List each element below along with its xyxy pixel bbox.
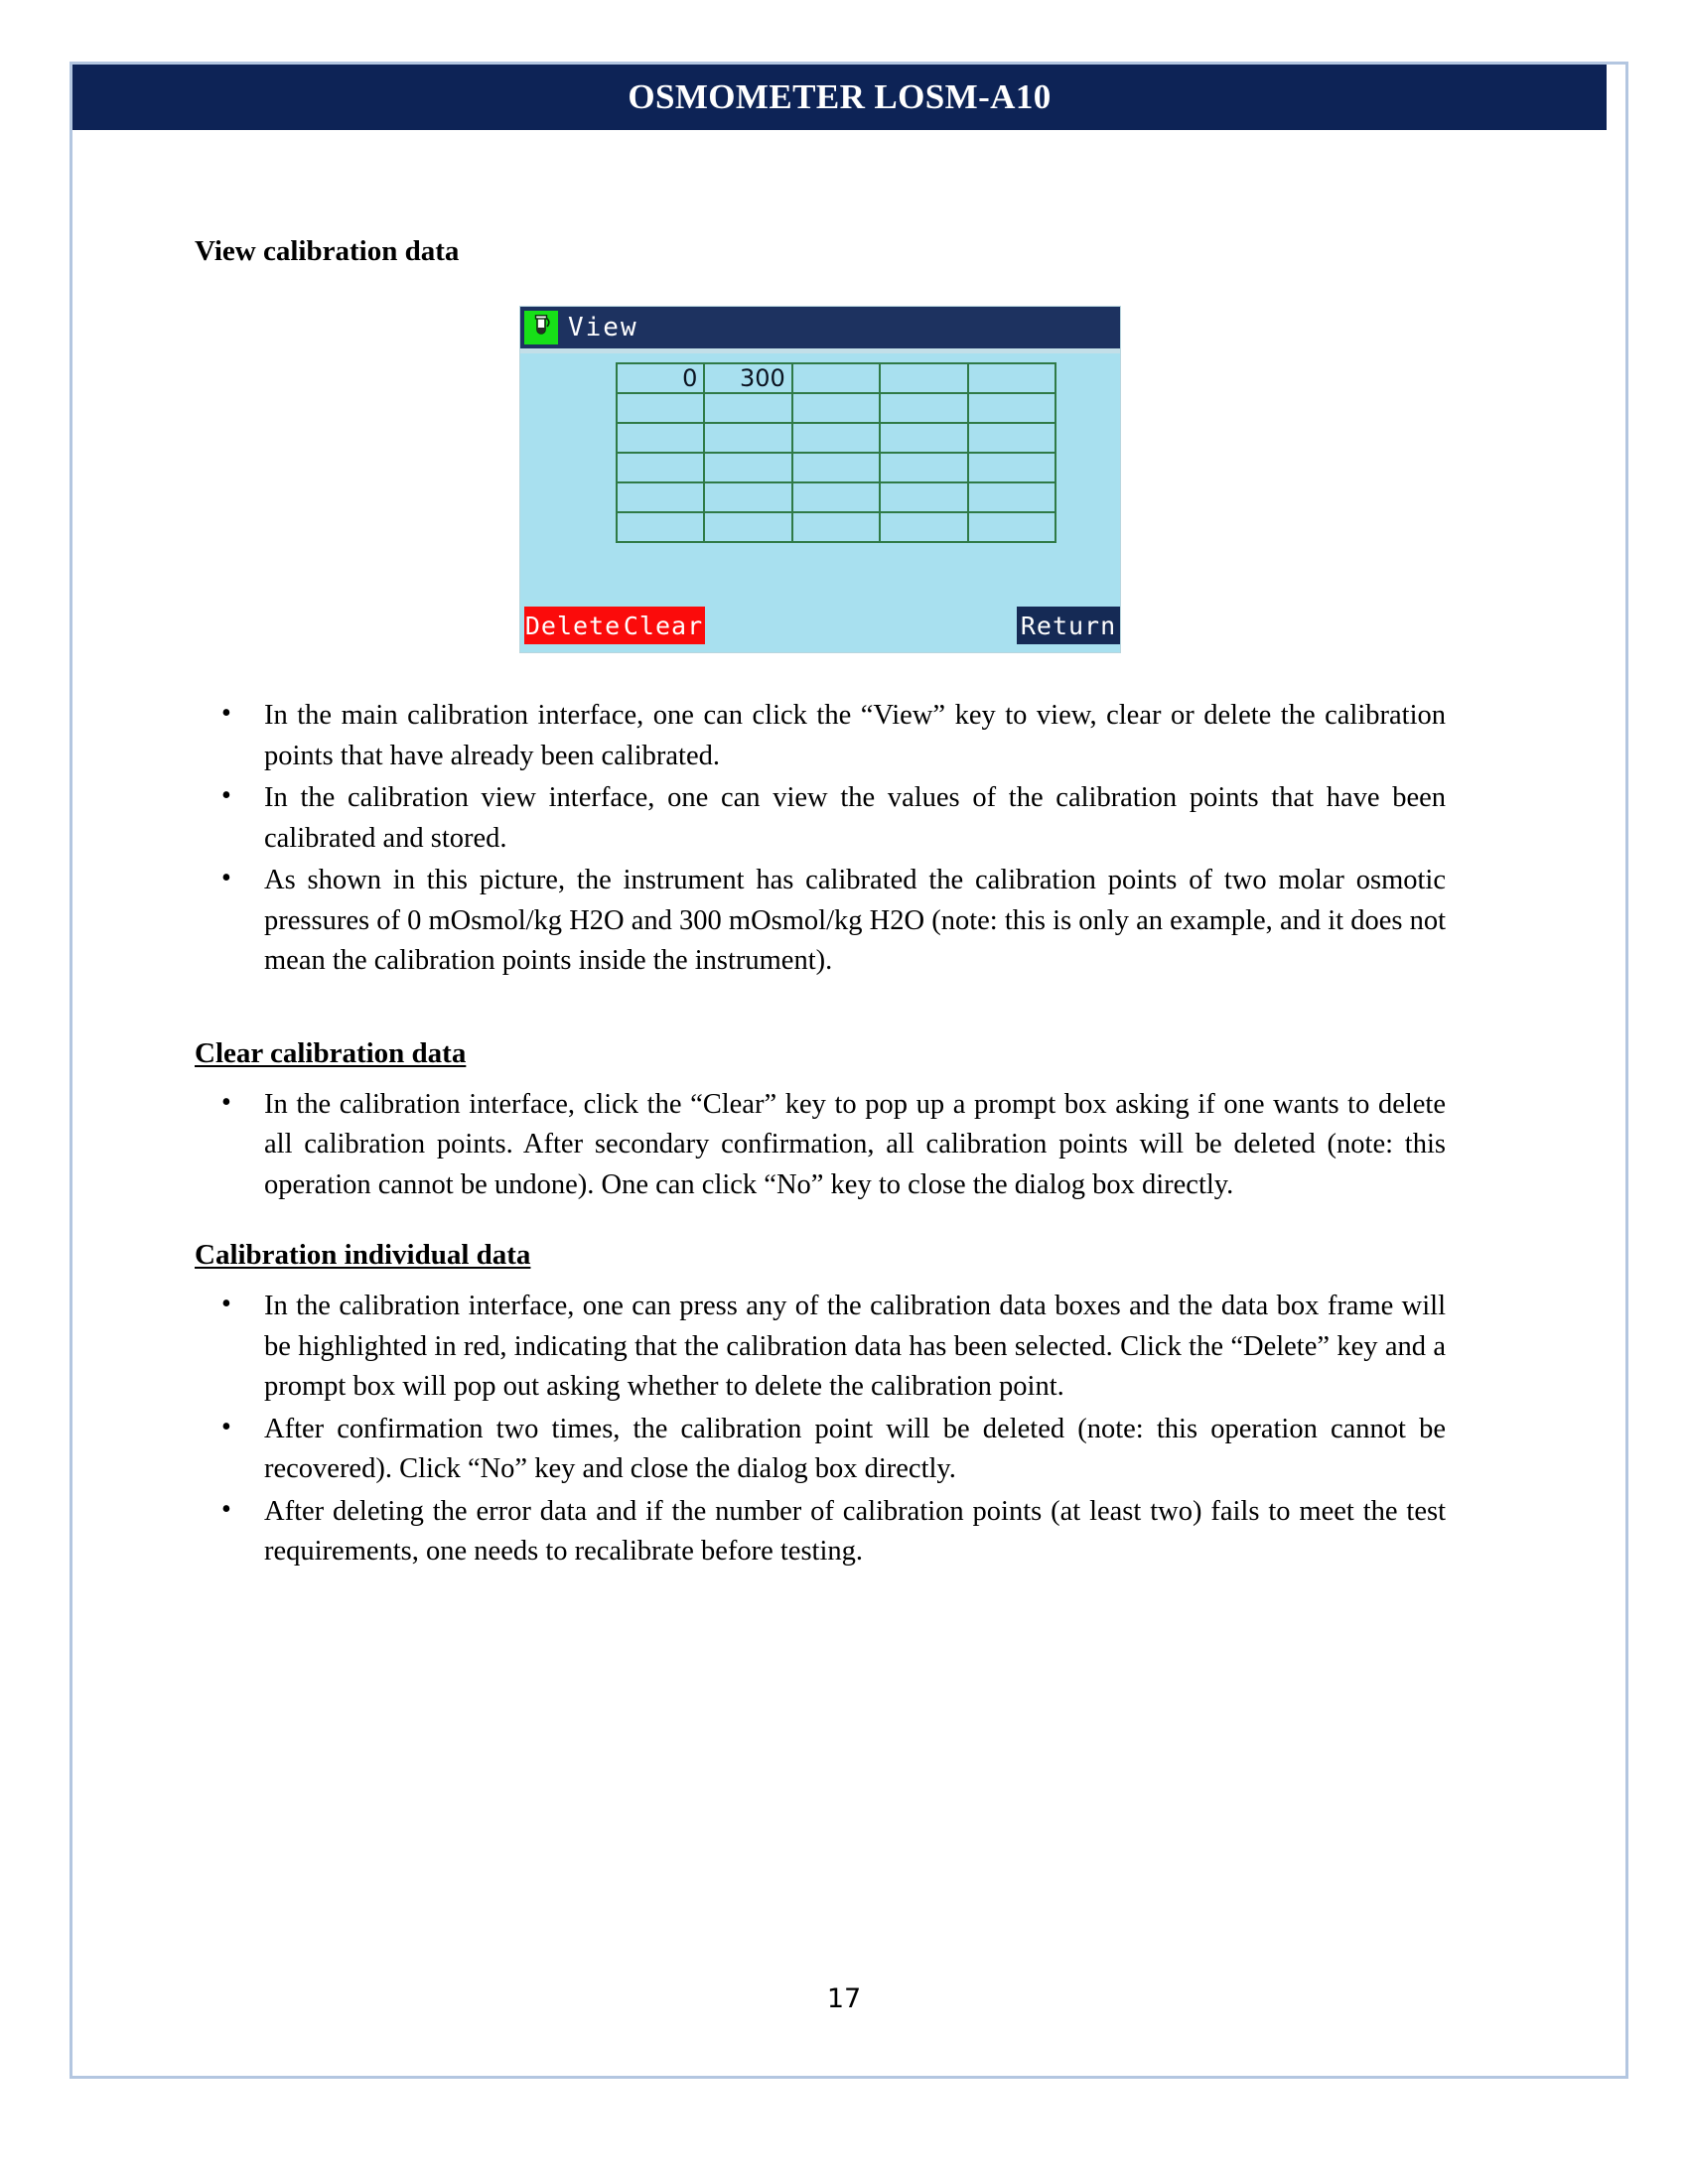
grid-cell[interactable]	[880, 393, 967, 423]
clear-button[interactable]: Clear	[622, 607, 705, 644]
grid-cell[interactable]	[617, 423, 704, 453]
grid-cell[interactable]	[704, 512, 791, 542]
device-title-label: View	[568, 313, 638, 343]
table-row[interactable]	[617, 512, 1055, 542]
grid-cell[interactable]	[792, 482, 880, 512]
device-screen	[520, 307, 1120, 652]
grid-cell[interactable]	[880, 423, 967, 453]
grid-cell[interactable]	[617, 393, 704, 423]
table-row[interactable]	[617, 363, 1055, 393]
heading-clear-calibration-data: Clear calibration data	[195, 1036, 467, 1069]
clear-bullet-list	[195, 1085, 1446, 1205]
list-item: • In the calibration view interface, one can view the values of the calibration points that have been calibrated and stored.	[195, 778, 1446, 859]
grid-cell[interactable]: 0	[617, 363, 704, 393]
table-row[interactable]	[617, 453, 1055, 482]
grid-cell[interactable]	[880, 512, 967, 542]
grid-cell[interactable]	[968, 393, 1055, 423]
grid-cell[interactable]	[792, 393, 880, 423]
device-button-bar	[520, 607, 1120, 646]
grid-cell[interactable]	[968, 453, 1055, 482]
grid-cell[interactable]	[968, 512, 1055, 542]
delete-button[interactable]: Delete	[524, 607, 624, 644]
grid-cell[interactable]	[792, 512, 880, 542]
list-item: • As shown in this picture, the instrument has calibrated the calibration points of two molar osmotic pressures of 0 mOsmol/kg H2O and 300 mOsmol/kg H2O (note: this is only an example, and it does not mean the calibration points inside the instrument).	[195, 861, 1446, 981]
document-header-banner	[72, 65, 1607, 130]
table-row[interactable]	[617, 482, 1055, 512]
list-item: • After confirmation two times, the calibration point will be deleted (note: this operation cannot be recovered). Click “No” key and close the dialog box directly.	[195, 1410, 1446, 1490]
grid-cell[interactable]	[792, 363, 880, 393]
grid-cell[interactable]	[617, 482, 704, 512]
device-screenshot-figure	[195, 307, 1446, 652]
document-content	[195, 233, 1446, 1574]
calibration-data-grid[interactable]	[616, 362, 1056, 543]
list-item: • In the calibration interface, click the “Clear” key to pop up a prompt box asking if one wants to delete all calibration points. After secondary confirmation, all calibration points will be deleted (note: this operation cannot be undone). One can click “No” key to close the dialog box directly.	[195, 1085, 1446, 1205]
test-tube-icon	[524, 311, 558, 344]
grid-cell[interactable]	[880, 363, 967, 393]
table-row[interactable]	[617, 423, 1055, 453]
heading-calibration-individual-data: Calibration individual data	[195, 1239, 531, 1272]
grid-cell[interactable]	[968, 363, 1055, 393]
heading-view-calibration-data: View calibration data	[195, 235, 460, 267]
grid-cell[interactable]	[617, 453, 704, 482]
view-bullet-list	[195, 696, 1446, 981]
list-item: • After deleting the error data and if the number of calibration points (at least two) fails to meet the test requirements, one needs to recalibrate before testing.	[195, 1492, 1446, 1572]
table-row[interactable]	[617, 393, 1055, 423]
page-title: OSMOMETER LOSM-A10	[628, 77, 1052, 116]
return-button[interactable]: Return	[1017, 607, 1120, 644]
grid-cell[interactable]	[704, 453, 791, 482]
grid-cell[interactable]	[968, 482, 1055, 512]
grid-cell[interactable]: 300	[704, 363, 791, 393]
grid-cell[interactable]	[704, 482, 791, 512]
list-item: • In the main calibration interface, one can click the “View” key to view, clear or delete the calibration points that have already been calibrated.	[195, 696, 1446, 776]
grid-cell[interactable]	[617, 512, 704, 542]
grid-cell[interactable]	[880, 453, 967, 482]
list-item: • In the calibration interface, one can press any of the calibration data boxes and the data box frame will be highlighted in red, indicating that the calibration data has been selected. Click the “Delete” key and a prompt box will pop out asking whether to delete the calibration point.	[195, 1287, 1446, 1407]
grid-cell[interactable]	[704, 423, 791, 453]
grid-cell[interactable]	[704, 393, 791, 423]
grid-cell[interactable]	[880, 482, 967, 512]
individual-bullet-list	[195, 1287, 1446, 1571]
grid-cell[interactable]	[792, 453, 880, 482]
grid-cell[interactable]	[968, 423, 1055, 453]
grid-cell[interactable]	[792, 423, 880, 453]
page-number: 17	[826, 1983, 862, 2014]
device-titlebar	[520, 307, 1120, 348]
